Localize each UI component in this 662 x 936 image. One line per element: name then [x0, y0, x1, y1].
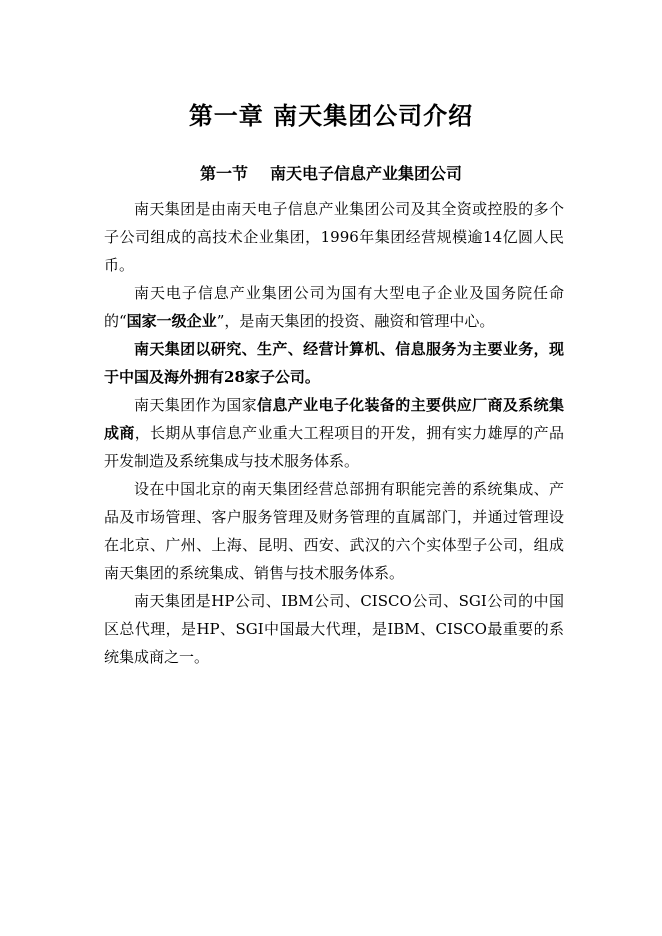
- document-body: [104, 195, 564, 671]
- paragraph-4-emphasis: 信息产业电子化装备的主要供应厂商及系统集成商: [104, 396, 564, 442]
- paragraph-4: [104, 391, 564, 475]
- paragraph-2: [104, 279, 564, 335]
- paragraph-1-text: 南天集团是由南天电子信息产业集团公司及其全资或控股的多个子公司组成的高技术企业集团，1996年集团经营规模逾14亿圆人民币。: [104, 200, 564, 274]
- paragraph-5-text: 设在中国北京的南天集团经营总部拥有职能完善的系统集成、产品及市场管理、客户服务管理及财务管理的直属部门，并通过管理设在北京、广州、上海、昆明、西安、武汉的六个实体型子公司，组成南天集团的系统集成、销售与技术服务体系。: [104, 480, 564, 582]
- section-name: 南天电子信息产业集团公司: [270, 164, 463, 183]
- paragraph-2-before: 南天电子信息产业集团公司为国有大型电子企业及国务院任命的“: [104, 284, 564, 330]
- chapter-title: 第一章 南天集团公司介绍: [188, 101, 474, 130]
- paragraph-5: [104, 475, 564, 587]
- paragraph-3-emphasis: 南天集团以研究、生产、经营计算机、信息服务为主要业务，现于中国及海外拥有28家子公司。: [104, 340, 564, 386]
- paragraph-4-before: 南天集团作为国家: [134, 396, 257, 414]
- paragraph-6: [104, 587, 564, 671]
- paragraph-6-text: 南天集团是HP公司、IBM公司、CISCO公司、SGI公司的中国区总代理，是HP、SGI中国最大代理，是IBM、CISCO最重要的系统集成商之一。: [104, 592, 564, 666]
- paragraph-4-after: ，长期从事信息产业重大工程项目的开发，拥有实力雄厚的产品开发制造及系统集成与技术服务体系。: [104, 424, 564, 470]
- paragraph-2-emphasis: 国家一级企业: [126, 312, 217, 330]
- paragraph-2-after: ”，是南天集团的投资、融资和管理中心。: [216, 312, 495, 330]
- section-title: [0, 160, 662, 188]
- paragraph-3: [104, 335, 564, 391]
- section-number: 第一节: [199, 164, 248, 183]
- paragraph-1: [104, 195, 564, 279]
